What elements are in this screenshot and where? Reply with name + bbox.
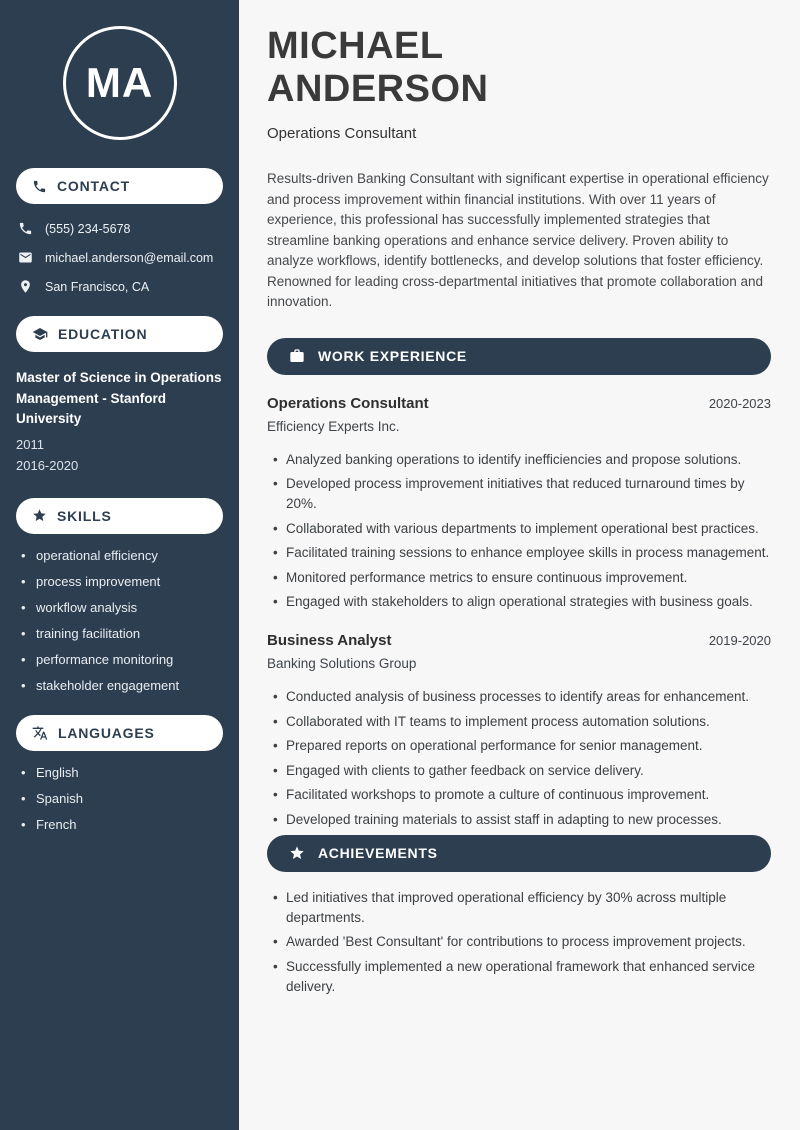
language-item: • French bbox=[21, 818, 223, 832]
contact-section-title: CONTACT bbox=[57, 178, 130, 194]
job-bullet: • Facilitated workshops to promote a culture of continuous improvement. bbox=[273, 785, 771, 805]
achievement-bullet: • Led initiatives that improved operational efficiency by 30% across multiple departments. bbox=[273, 888, 771, 928]
languages-section-header bbox=[16, 715, 223, 751]
job-dates: 2019-2020 bbox=[708, 633, 771, 648]
job-bullet: • Monitored performance metrics to ensure continuous improvement. bbox=[273, 568, 771, 588]
email-icon bbox=[18, 250, 33, 265]
job-company: Efficiency Experts Inc. bbox=[267, 418, 400, 434]
skill-item: • operational efficiency bbox=[21, 549, 223, 563]
contact-phone-text: (555) 234-5678 bbox=[45, 221, 131, 236]
contact-email-text: michael.anderson@email.com bbox=[45, 250, 214, 265]
avatar bbox=[63, 26, 177, 140]
skill-item: • training facilitation bbox=[21, 627, 223, 641]
achievement-bullet: • Awarded 'Best Consultant' for contributions to process improvement projects. bbox=[273, 932, 771, 952]
job-entry bbox=[267, 395, 771, 613]
job-role: Business Analyst bbox=[267, 632, 392, 649]
skills-list bbox=[16, 549, 223, 693]
achievement-bullet: • Successfully implemented a new operational framework that enhanced service delivery. bbox=[273, 957, 771, 997]
location-icon bbox=[18, 279, 33, 294]
contact-location bbox=[18, 279, 223, 294]
job-bullet: • Collaborated with IT teams to implement process automation solutions. bbox=[273, 712, 771, 732]
education-section-header bbox=[16, 316, 223, 352]
profile-summary: Results-driven Banking Consultant with significant expertise in operational efficiency and process improvement within financial institutions. With over 11 years of experience, this professional has successfully implemented strategies that streamline banking operations and enhance service delivery. Proven ability to analyze workflows, identify bottlenecks, and develop solutions that foster efficiency. Renowned for leading cross-departmental initiatives that promote collaboration and innovation. bbox=[267, 171, 769, 309]
job-header bbox=[267, 395, 771, 412]
education-year: 2011 bbox=[16, 436, 44, 452]
skills-section-title: SKILLS bbox=[57, 507, 112, 524]
language-item: • English bbox=[21, 766, 223, 780]
sidebar bbox=[0, 0, 239, 1130]
translate-icon bbox=[32, 725, 48, 741]
job-entry bbox=[267, 632, 771, 830]
education-year: 2016-2020 bbox=[16, 457, 79, 473]
job-bullet: • Collaborated with various departments to implement operational best practices. bbox=[273, 519, 771, 539]
achievements-section-header bbox=[267, 835, 771, 872]
job-bullet: • Engaged with clients to gather feedback on service delivery. bbox=[273, 761, 771, 781]
skill-item: • workflow analysis bbox=[21, 601, 223, 615]
avatar-initials: MA bbox=[85, 59, 154, 106]
contact-location-text: San Francisco, CA bbox=[45, 279, 150, 294]
job-bullet: • Engaged with stakeholders to align operational strategies with business goals. bbox=[273, 592, 771, 612]
skill-item: • performance monitoring bbox=[21, 653, 223, 667]
candidate-first-name: MICHAEL bbox=[267, 25, 444, 67]
graduation-cap-icon bbox=[32, 326, 48, 342]
phone-icon bbox=[18, 221, 33, 236]
achievements-section-title: ACHIEVEMENTS bbox=[318, 845, 438, 861]
work-experience-section-header bbox=[267, 338, 771, 375]
job-bullet: • Prepared reports on operational performance for senior management. bbox=[273, 736, 771, 756]
job-company: Banking Solutions Group bbox=[267, 656, 417, 671]
languages-list bbox=[16, 766, 223, 832]
job-bullet: • Developed process improvement initiatives that reduced turnaround times by 20%. bbox=[273, 474, 771, 514]
job-dates: 2020-2023 bbox=[708, 395, 771, 411]
language-item: • Spanish bbox=[21, 792, 223, 806]
contact-section-header bbox=[16, 168, 223, 204]
job-bullet: • Facilitated training sessions to enhance employee skills in process management. bbox=[273, 543, 771, 563]
job-bullet-list bbox=[267, 687, 771, 830]
job-bullet: • Conducted analysis of business processes to identify areas for enhancement. bbox=[273, 687, 771, 707]
candidate-last-name: ANDERSON bbox=[267, 68, 489, 110]
briefcase-icon bbox=[289, 348, 305, 364]
job-bullet: • Developed training materials to assist staff in adapting to new processes. bbox=[273, 810, 771, 830]
education-years bbox=[16, 434, 223, 476]
education-section-title: EDUCATION bbox=[58, 326, 148, 342]
job-bullet-list bbox=[267, 450, 771, 613]
education-degree: Master of Science in Operations Management - Stanford University bbox=[16, 370, 222, 426]
achievements-list bbox=[267, 888, 771, 997]
work-experience-section-title: WORK EXPERIENCE bbox=[318, 348, 467, 364]
job-bullet: • Analyzed banking operations to identify inefficiencies and propose solutions. bbox=[273, 450, 771, 470]
contact-email bbox=[18, 250, 223, 265]
job-role: Operations Consultant bbox=[267, 394, 429, 412]
star-icon bbox=[32, 508, 47, 523]
candidate-name bbox=[267, 25, 771, 111]
contact-list bbox=[16, 221, 223, 294]
phone-icon bbox=[32, 179, 47, 194]
languages-section-title: LANGUAGES bbox=[58, 724, 155, 741]
skill-item: • stakeholder engagement bbox=[21, 679, 223, 693]
skill-item: • process improvement bbox=[21, 575, 223, 589]
candidate-title: Operations Consultant bbox=[267, 125, 417, 142]
main-content bbox=[239, 0, 800, 1130]
contact-phone bbox=[18, 221, 223, 236]
star-icon bbox=[289, 845, 305, 861]
job-header bbox=[267, 632, 771, 649]
skills-section-header bbox=[16, 498, 223, 534]
